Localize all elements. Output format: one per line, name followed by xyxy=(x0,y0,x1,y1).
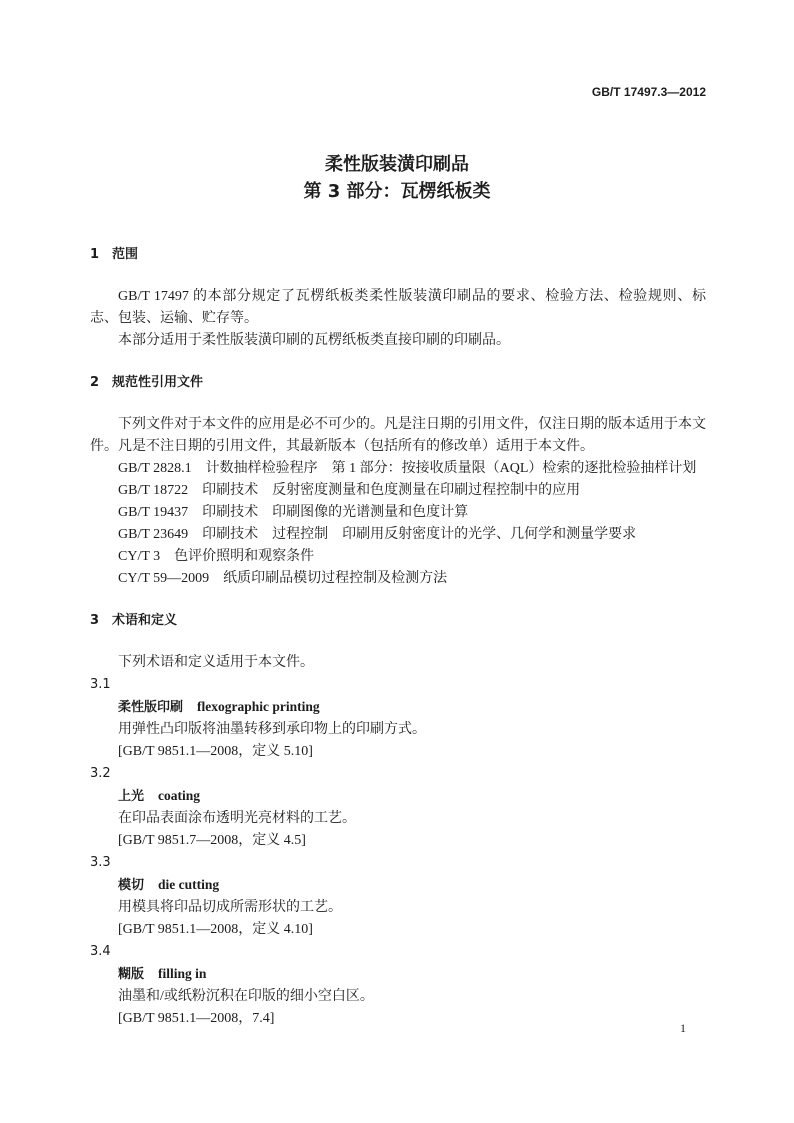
reference-code: GB/T 23649 xyxy=(118,527,189,542)
section-2-heading xyxy=(90,372,706,394)
reference-item xyxy=(90,502,706,524)
document-title xyxy=(0,151,794,205)
term-number: 3.2 xyxy=(90,766,111,781)
document-body xyxy=(90,244,706,1030)
section-number: 3 xyxy=(90,613,100,628)
document-number: GB/T 17497.3—2012 xyxy=(591,85,706,99)
term-heading xyxy=(90,963,706,986)
term-source: [GB/T 9851.1—2008，7.4] xyxy=(118,1011,275,1026)
term-number: 3.1 xyxy=(90,677,111,692)
reference-title: 印刷技术 反射密度测量和色度测量在印刷过程控制中的应用 xyxy=(202,483,581,498)
term-definition: 在印品表面涂布透明光亮材料的工艺。 xyxy=(118,811,356,826)
term-number: 3.4 xyxy=(90,944,111,959)
reference-item xyxy=(90,524,706,546)
reference-item xyxy=(90,480,706,502)
terms-intro: 下列术语和定义适用于本文件。 xyxy=(118,655,314,670)
term-heading xyxy=(90,696,706,719)
term-chinese: 糊版 xyxy=(118,967,145,982)
term-english: coating xyxy=(158,788,201,803)
reference-code: CY/T 59—2009 xyxy=(118,571,210,586)
reference-title: 纸质印刷品模切过程控制及检测方法 xyxy=(223,571,448,586)
term-english: flexographic printing xyxy=(197,699,320,714)
section-title: 术语和定义 xyxy=(112,613,178,628)
reference-code: GB/T 2828.1 xyxy=(118,461,192,476)
title-part: 第 3 部分：瓦楞纸板类 xyxy=(303,181,491,202)
term-entry xyxy=(90,852,706,941)
scope-paragraph: GB/T 17497 的本部分规定了瓦楞纸板类柔性版装潢印刷品的要求、检验方法、检验规则、标志、包装、运输、贮存等。 xyxy=(90,289,706,326)
term-chinese: 上光 xyxy=(118,789,145,804)
reference-title: 计数抽样检验程序 第 1 部分：按接收质量限（AQL）检索的逐批检验抽样计划 xyxy=(205,461,697,476)
reference-title: 印刷技术 过程控制 印刷用反射密度计的光学、几何学和测量学要求 xyxy=(202,527,637,542)
reference-item xyxy=(90,568,706,590)
term-entry xyxy=(90,941,706,1030)
term-english: die cutting xyxy=(158,877,220,892)
term-entry xyxy=(90,763,706,852)
section-1-heading xyxy=(90,244,706,266)
section-title: 范围 xyxy=(112,247,139,262)
term-heading xyxy=(90,874,706,897)
section-number: 2 xyxy=(90,375,100,390)
term-entry xyxy=(90,674,706,763)
term-source: [GB/T 9851.7—2008，定义 4.5] xyxy=(118,833,306,848)
term-definition: 用模具将印品切成所需形状的工艺。 xyxy=(118,900,342,915)
page-number: 1 xyxy=(680,1021,686,1035)
term-number: 3.3 xyxy=(90,855,111,870)
term-definition: 油墨和/或纸粉沉积在印版的细小空白区。 xyxy=(118,989,374,1004)
term-heading xyxy=(90,785,706,808)
reference-code: CY/T 3 xyxy=(118,549,161,564)
reference-title: 色评价照明和观察条件 xyxy=(174,549,315,564)
section-number: 1 xyxy=(90,247,100,262)
reference-code: GB/T 18722 xyxy=(118,483,189,498)
reference-item xyxy=(90,458,706,480)
title-main: 柔性版装潢印刷品 xyxy=(325,154,469,175)
references-intro: 下列文件对于本文件的应用是必不可少的。凡是注日期的引用文件，仅注日期的版本适用于本文件。凡是不注日期的引用文件，其最新版本（包括所有的修改单）适用于本文件。 xyxy=(90,417,706,454)
reference-item xyxy=(90,546,706,568)
section-title: 规范性引用文件 xyxy=(112,375,204,390)
applicability-paragraph: 本部分适用于柔性版装潢印刷的瓦楞纸板类直接印刷的印刷品。 xyxy=(118,333,510,348)
term-definition: 用弹性凸印版将油墨转移到承印物上的印刷方式。 xyxy=(118,722,426,737)
reference-code: GB/T 19437 xyxy=(118,505,189,520)
term-source: [GB/T 9851.1—2008，定义 4.10] xyxy=(118,922,313,937)
term-english: filling in xyxy=(158,966,207,981)
term-source: [GB/T 9851.1—2008，定义 5.10] xyxy=(118,744,313,759)
section-3-heading xyxy=(90,610,706,632)
term-chinese: 柔性版印刷 xyxy=(118,700,184,715)
reference-title: 印刷技术 印刷图像的光谱测量和色度计算 xyxy=(202,505,469,520)
term-chinese: 模切 xyxy=(118,878,145,893)
